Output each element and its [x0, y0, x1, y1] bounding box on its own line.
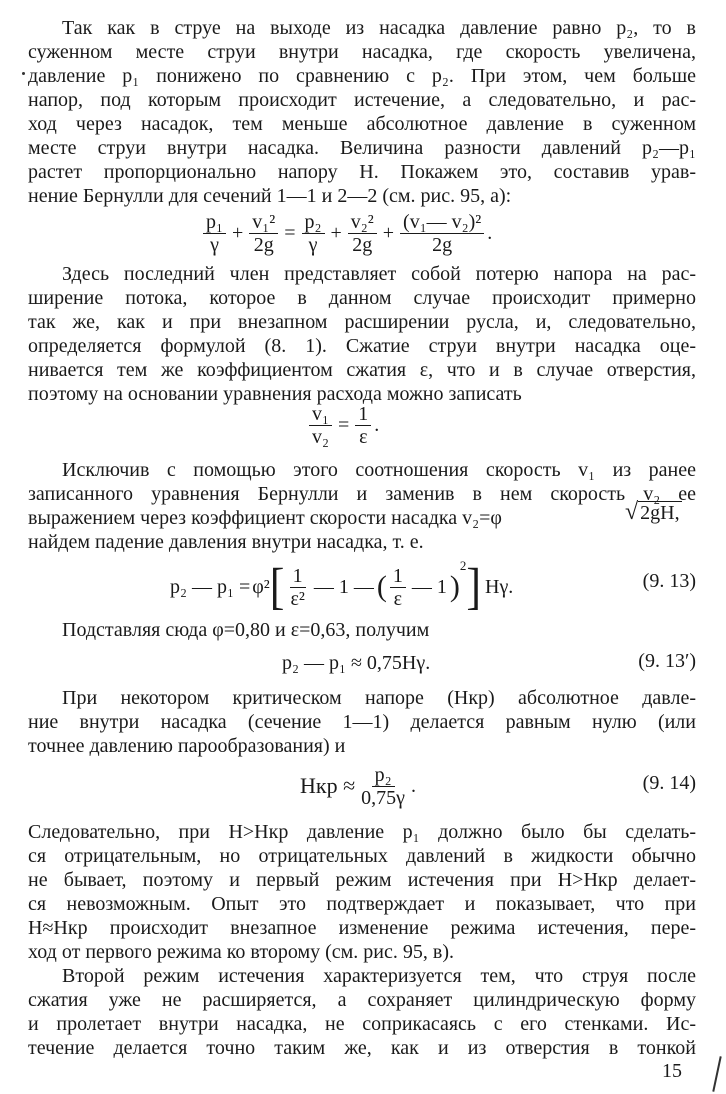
- formula-critical-head: [300, 758, 416, 814]
- numerator: v₁: [309, 403, 332, 426]
- formula-pressure-drop: [170, 552, 513, 622]
- formula-approximation: [282, 650, 430, 676]
- text-line: и пролетает внутри насадка, не соприкасаясь с его стенками. Ис-: [28, 1013, 696, 1035]
- numerator: 1: [355, 403, 371, 426]
- text-line: Здесь последний член представляет собой потерю напора на рас-: [62, 263, 696, 285]
- text-line: нение Бернулли для сечений 1—1 и 2—2 (см. рис. 95, а):: [28, 185, 512, 207]
- fraction: [348, 211, 377, 256]
- text-line: поэтому на основании уравнения расхода можно записать: [28, 383, 522, 405]
- radical-sign: √: [625, 499, 639, 525]
- numerator: (v₁— v₂)²: [400, 211, 484, 234]
- denominator: 2g: [432, 233, 453, 256]
- text-line: ся отрицательным, но отрицательных давлений в жидкости обычно: [28, 845, 696, 867]
- numerator: v₂²: [348, 211, 377, 234]
- text-line: месте струи внутри насадка. Величина разности давлений p₂—p₁: [28, 137, 696, 159]
- plus-sign: +: [231, 221, 244, 244]
- lhs: Hкр ≈: [300, 773, 356, 798]
- denominator: γ: [308, 233, 318, 256]
- denominator: ε²: [290, 587, 305, 610]
- exponent: 2: [459, 558, 467, 573]
- fraction: [358, 764, 408, 809]
- text-line: найдем падение давления внутри насадка, т. е.: [28, 531, 424, 553]
- equation-number: (9. 13): [642, 570, 696, 592]
- fraction: [302, 211, 325, 256]
- text-line: сжатия уже не расширяется, а сохраняет цилиндрическую форму: [28, 989, 696, 1011]
- numerator: 1: [390, 565, 406, 588]
- text-line: Следовательно, при H>Hкр давление p₁ должно было бы сделать-: [28, 821, 696, 843]
- numerator: p₂: [302, 211, 325, 234]
- lhs: p₂ — p₁ =: [170, 575, 251, 598]
- formula-velocity-ratio: [306, 400, 379, 450]
- text-line: ние внутри насадка (сечение 1—1) делается равным нулю (или: [28, 711, 696, 733]
- text-line: Подставляя сюда φ=0,80 и ε=0,63, получим: [62, 619, 430, 641]
- period: .: [487, 221, 493, 244]
- period: .: [374, 413, 380, 436]
- numerator: p₂: [372, 764, 395, 787]
- denominator: 2g: [253, 233, 274, 256]
- text-line: растет пропорционально напору H. Покажем это, составив урав-: [28, 161, 696, 183]
- plus-sign: +: [330, 221, 342, 244]
- page-edge-mark: [712, 1056, 721, 1092]
- right-paren: ): [449, 570, 460, 603]
- denominator: 0,75γ: [361, 786, 405, 809]
- fraction: [400, 211, 484, 256]
- text-line: давление p₁ понижено по сравнению с p₂. При этом, чем больше: [28, 65, 696, 87]
- fraction: [390, 565, 406, 610]
- denominator: v₂: [312, 425, 329, 448]
- page-number: 15: [662, 1060, 682, 1082]
- text-line: записанного уравнения Бернулли и заменив в нем скорость v₂ ее: [28, 483, 696, 505]
- text-line: не бывает, поэтому и первый режим истечения при H>Hкр делает-: [28, 869, 696, 891]
- fraction: [309, 403, 332, 448]
- fraction: [203, 211, 226, 256]
- left-paren: (: [376, 570, 387, 603]
- fraction: [287, 565, 307, 610]
- text-line: ход от первого режима ко второму (см. рис. 95, в).: [28, 941, 454, 963]
- text-line: точнее давлению парообразования) и: [28, 735, 346, 757]
- text-line: H≈Hкр происходит внезапное изменение режима истечения, пере-: [28, 917, 696, 939]
- text-line: определяется формулой (8. 1). Сжатие струи внутри насадка оце-: [28, 335, 696, 357]
- fraction: [249, 211, 278, 256]
- minus-one: — 1: [411, 575, 447, 598]
- denominator: γ: [210, 233, 219, 256]
- sqrt-expression: [625, 500, 682, 524]
- period: .: [411, 774, 416, 797]
- numerator: p₁: [203, 211, 226, 234]
- text-line: ширение потока, которое в данном случае происходит примерно: [28, 287, 696, 309]
- equation-number: (9. 14): [642, 772, 696, 794]
- phi-squared: φ²: [252, 575, 270, 598]
- radicand: 2gH,: [640, 502, 680, 524]
- text-line: ся невозможным. Опыт это подтверждает и показывает, что при: [28, 893, 696, 915]
- text-line: Исключив с помощью этого соотношения скорость v₁ из ранее: [62, 459, 696, 481]
- left-bracket: [: [269, 558, 285, 615]
- text-line: так же, как и при внезапном расширении русла, и, следовательно,: [28, 311, 696, 333]
- text-line: напор, под которым происходит истечение, а следовательно, и рас-: [28, 89, 696, 111]
- text-line: При некотором критическом напоре (Hкр) абсолютное давле-: [62, 687, 696, 709]
- equals-sign: =: [284, 221, 296, 244]
- text-line: Второй режим истечения характеризуется тем, что струя после: [62, 965, 696, 987]
- approx-expression: p₂ — p₁ ≈ 0,75Hγ.: [282, 651, 431, 674]
- h-gamma: Hγ.: [485, 575, 514, 598]
- text-line: течение делается точно таким же, как и из отверстия в тонкой: [28, 1037, 696, 1059]
- minus-one-minus: — 1 —: [313, 575, 374, 598]
- denominator: 2g: [352, 233, 373, 256]
- denominator: ε: [393, 587, 403, 610]
- right-bracket: ]: [466, 558, 481, 615]
- formula-bernoulli: [200, 200, 492, 266]
- fraction: [355, 403, 371, 448]
- text-line: Так как в струе на выходе из насадка давление равно p₂, то в: [62, 17, 696, 39]
- denominator: ε: [359, 425, 368, 448]
- text-line: ход через насадок, тем меньше абсолютное давление в суженном: [28, 113, 696, 135]
- text-line: выражением через коэффициент скорости насадка v₂=φ: [28, 507, 502, 529]
- text-line: нивается тем же коэффициентом сжатия ε, что и в случае отверстия,: [28, 359, 696, 381]
- equation-number: (9. 13′): [638, 650, 696, 672]
- margin-dot-mark: [22, 72, 25, 75]
- equals-sign: =: [337, 413, 350, 436]
- numerator: v₁²: [249, 211, 278, 234]
- numerator: 1: [290, 565, 306, 588]
- plus-sign: +: [382, 221, 395, 244]
- text-line: суженном месте струи внутри насадка, где скорость увеличена,: [28, 41, 696, 63]
